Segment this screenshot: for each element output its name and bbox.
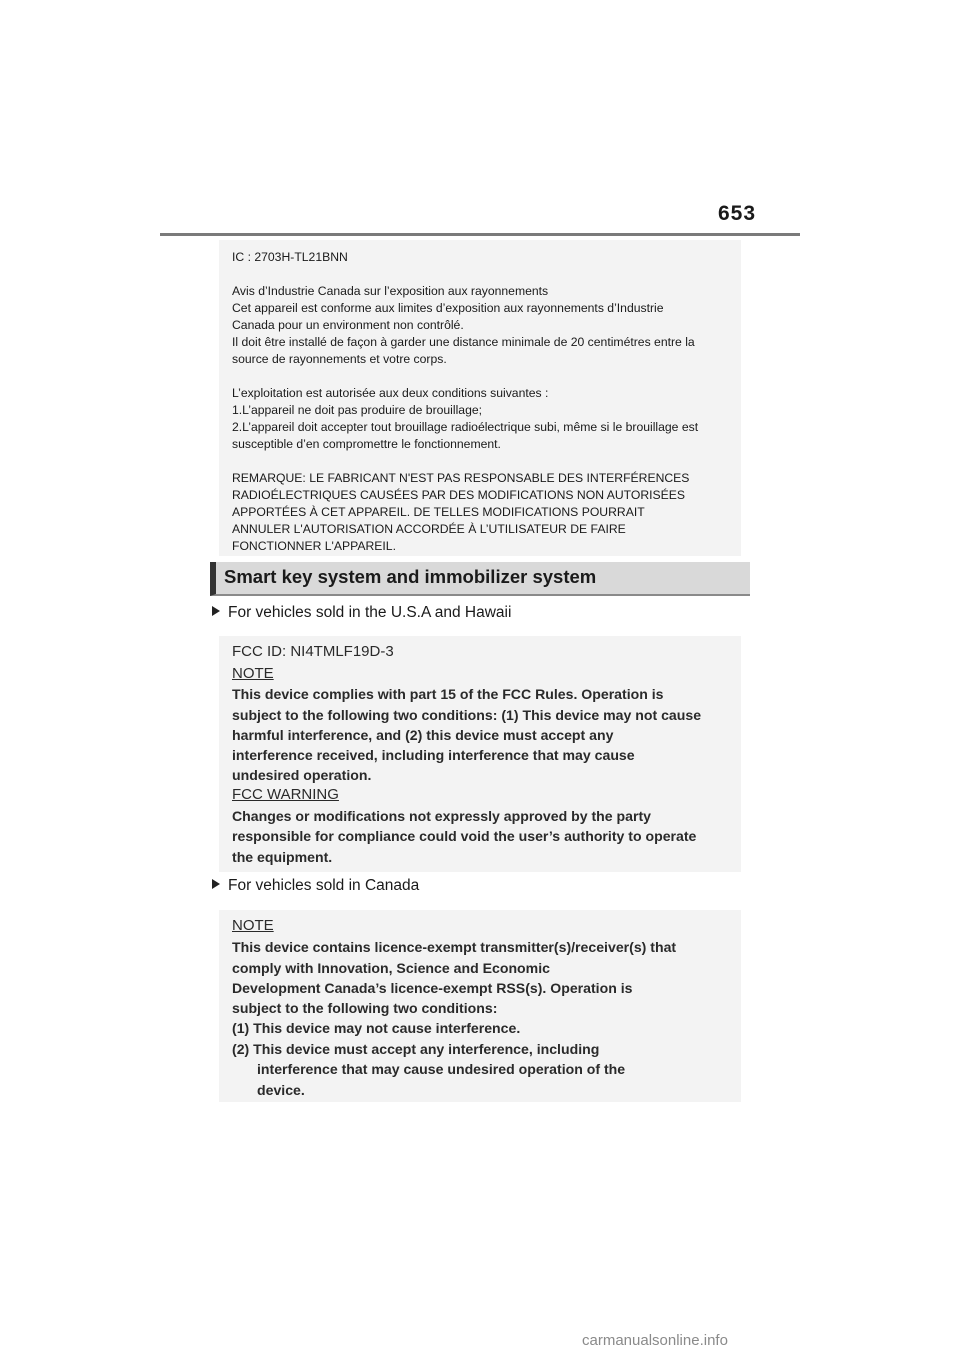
ic-line: RADIOÉLECTRIQUES CAUSÉES PAR DES MODIFICATIONS NON AUTORISÉES bbox=[232, 488, 686, 502]
section-header bbox=[210, 562, 750, 596]
ic-line: Canada pour un environment non contrôlé. bbox=[232, 318, 464, 332]
fcc-warning-heading: FCC WARNING bbox=[232, 786, 339, 803]
ic-line: APPORTÉES À CET APPAREIL. DE TELLES MODIFICATIONS POURRAIT bbox=[232, 505, 645, 519]
fcc-note-line: This device complies with part 15 of the FCC Rules. Operation is bbox=[232, 686, 664, 702]
fcc-note-line: subject to the following two conditions: (1) This device may not cause bbox=[232, 707, 702, 723]
fcc-warning-line: the equipment. bbox=[232, 849, 333, 865]
fcc-notice-box bbox=[219, 636, 741, 872]
ic-line: ANNULER L'AUTORISATION ACCORDÉE À L’UTILISATEUR DE FAIRE bbox=[232, 522, 626, 536]
ic-line: IC : 2703H-TL21BNN bbox=[232, 250, 348, 264]
ic-line: 2.L’appareil doit accepter tout brouillage radioélectrique subi, même si le brouillage est bbox=[232, 420, 699, 434]
bullet-usa-text: For vehicles sold in the U.S.A and Hawaii bbox=[228, 604, 512, 621]
canada-note-line: comply with Innovation, Science and Economic bbox=[232, 960, 550, 976]
section-title: Smart key system and immobilizer system bbox=[224, 566, 597, 587]
canada-note-line: subject to the following two conditions: bbox=[232, 1000, 498, 1016]
fcc-note-line: interference received, including interference that may cause bbox=[232, 747, 635, 763]
ic-line: FONCTIONNER L'APPAREIL. bbox=[232, 539, 396, 553]
ic-line: Cet appareil est conforme aux limites d’exposition aux rayonnements d’Industrie bbox=[232, 301, 664, 315]
ic-line: REMARQUE: LE FABRICANT N'EST PAS RESPONSABLE DES INTERFÉRENCES bbox=[232, 471, 690, 485]
header-rule bbox=[160, 233, 800, 236]
watermark: carmanualsonline.info bbox=[582, 1332, 728, 1349]
canada-note-line-indented: interference that may cause undesired operation of the bbox=[257, 1061, 626, 1077]
page-number: 653 bbox=[718, 202, 757, 225]
bullet-canada-text: For vehicles sold in Canada bbox=[228, 877, 420, 894]
ic-line: susceptible d’en compromettre le fonctionnement. bbox=[232, 437, 501, 451]
canada-note-line: (1) This device may not cause interference. bbox=[232, 1020, 521, 1036]
canada-note-line: (2) This device must accept any interference, including bbox=[232, 1041, 600, 1057]
ic-line: Il doit être installé de façon à garder une distance minimale de 20 centimétres entre la bbox=[232, 335, 695, 349]
canada-note-line: This device contains licence-exempt transmitter(s)/receiver(s) that bbox=[232, 939, 677, 955]
triangle-bullet-icon bbox=[212, 606, 220, 616]
fcc-id: FCC ID: NI4TMLF19D-3 bbox=[232, 643, 394, 660]
fcc-note-line: undesired operation. bbox=[232, 767, 372, 783]
canada-note-heading: NOTE bbox=[232, 917, 274, 934]
fcc-warning-line: responsible for compliance could void the user’s authority to operate bbox=[232, 828, 697, 844]
fcc-note-heading: NOTE bbox=[232, 665, 274, 682]
triangle-bullet-icon bbox=[212, 879, 220, 889]
bullet-canada bbox=[212, 877, 419, 895]
fcc-note-line: harmful interference, and (2) this device must accept any bbox=[232, 727, 614, 743]
canada-notice-box bbox=[219, 910, 741, 1102]
ic-line: Avis d’Industrie Canada sur l’exposition aux rayonnements bbox=[232, 284, 549, 298]
canada-note-line: Development Canada’s licence-exempt RSS(s). Operation is bbox=[232, 980, 633, 996]
ic-line: 1.L’appareil ne doit pas produire de brouillage; bbox=[232, 403, 483, 417]
bullet-usa bbox=[212, 604, 511, 622]
canada-note-line-indented: device. bbox=[257, 1082, 305, 1098]
fcc-warning-line: Changes or modifications not expressly approved by the party bbox=[232, 808, 651, 824]
ic-line: L’exploitation est autorisée aux deux conditions suivantes : bbox=[232, 386, 549, 400]
ic-line: source de rayonnements et votre corps. bbox=[232, 352, 447, 366]
ic-notice-box bbox=[219, 240, 741, 556]
